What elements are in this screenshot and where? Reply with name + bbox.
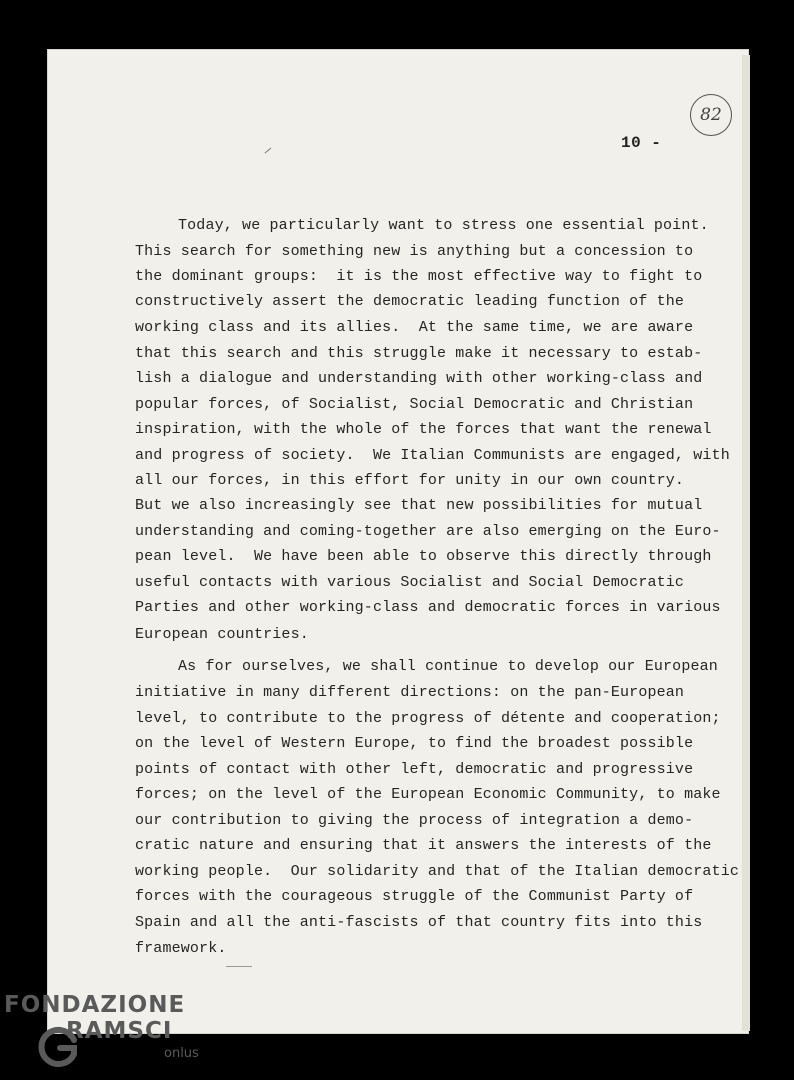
text-line: on the level of Western Europe, to find the broadest possible	[135, 735, 694, 752]
text-line: Spain and all the anti-fascists of that country fits into this	[135, 914, 703, 931]
text-line: cratic nature and ensuring that it answers the interests of the	[135, 837, 712, 854]
text-line: points of contact with other left, democratic and progressive	[135, 761, 694, 778]
text-line: understanding and coming-together are also emerging on the Euro-	[135, 523, 721, 540]
watermark-line-2: RAMSCI	[66, 1018, 173, 1044]
watermark-line-1: FONDAZIONE	[4, 992, 186, 1018]
text-line: our contribution to giving the process of integration a demo-	[135, 812, 694, 829]
page-number: 10 -	[621, 134, 662, 152]
text-line: As for ourselves, we shall continue to develop our European	[178, 658, 718, 675]
text-line: that this search and this struggle make it necessary to estab-	[135, 345, 703, 362]
text-line: European countries.	[135, 626, 309, 643]
text-line: This search for something new is anything but a concession to	[135, 243, 694, 260]
text-line: forces with the courageous struggle of the Communist Party of	[135, 888, 694, 905]
page-edge	[742, 55, 750, 1031]
text-line: But we also increasingly see that new possibilities for mutual	[135, 497, 703, 514]
text-line: popular forces, of Socialist, Social Democratic and Christian	[135, 396, 694, 413]
archive-number-stamp	[690, 94, 732, 136]
text-line: and progress of society. We Italian Communists are engaged, with	[135, 447, 730, 464]
text-line: initiative in many different directions: on the pan-European	[135, 684, 685, 701]
text-line: forces; on the level of the European Economic Community, to make	[135, 786, 721, 803]
text-line: working people. Our solidarity and that of the Italian democratic	[135, 863, 739, 880]
archive-number: 82	[700, 105, 722, 125]
text-line: inspiration, with the whole of the forces that want the renewal	[135, 421, 712, 438]
end-dash	[226, 966, 252, 967]
text-line: working class and its allies. At the same time, we are aware	[135, 319, 694, 336]
text-line: lish a dialogue and understanding with other working-class and	[135, 370, 703, 387]
text-line: useful contacts with various Socialist and Social Democratic	[135, 574, 685, 591]
text-line: the dominant groups: it is the most effective way to fight to	[135, 268, 703, 285]
text-line: Today, we particularly want to stress one essential point.	[178, 217, 709, 234]
text-line: pean level. We have been able to observe this directly through	[135, 548, 712, 565]
text-line: level, to contribute to the progress of détente and cooperation;	[135, 710, 721, 727]
text-line: framework.	[135, 940, 227, 957]
text-line: all our forces, in this effort for unity in our own country.	[135, 472, 685, 489]
text-line: constructively assert the democratic leading function of the	[135, 293, 685, 310]
text-line: Parties and other working-class and democratic forces in various	[135, 599, 721, 616]
document-page	[47, 49, 749, 1034]
watermark-suffix: onlus	[164, 1046, 199, 1061]
